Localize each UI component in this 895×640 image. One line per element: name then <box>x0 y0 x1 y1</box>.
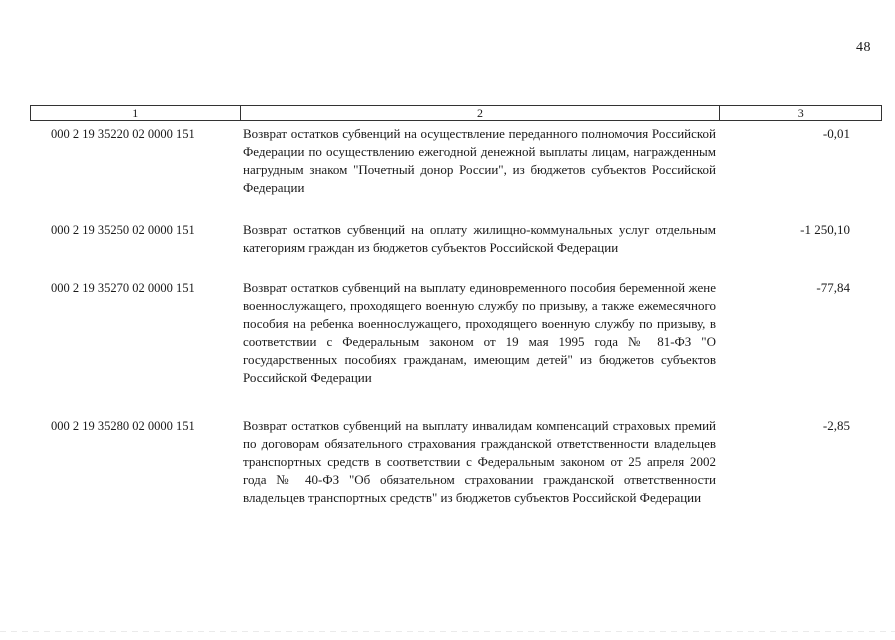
table-row <box>30 279 882 417</box>
budget-code: 000 2 19 35250 02 0000 151 <box>51 223 195 237</box>
budget-table <box>30 105 882 547</box>
column-header-amount: 3 <box>719 106 881 120</box>
budget-amount: -0,01 <box>822 126 850 141</box>
table-header-row <box>30 105 882 121</box>
budget-code: 000 2 19 35270 02 0000 151 <box>51 281 195 295</box>
budget-item-name: Возврат остатков субвенций на выплату единовременного пособия беременной жене военнослужащего, проходящего военную службу по призыву, а также ежемесячного пособия на ребенка военнослужащего, проходящего военную службу по призыву, в соответствии с Федеральным законом от 19 мая 1995 года № 81-ФЗ "О государственных пособиях гражданам, имеющим детей" из бюджетов субъектов Российской Федерации <box>243 280 716 385</box>
column-header-name: 2 <box>240 106 720 120</box>
scan-artifact-line <box>0 631 895 632</box>
budget-amount: -1 250,10 <box>800 222 850 237</box>
budget-amount: -2,85 <box>822 418 850 433</box>
budget-item-name: Возврат остатков субвенций на оплату жилищно-коммунальных услуг отдельным категориям граждан из бюджетов субъектов Российской Федерации <box>243 222 716 255</box>
page-number: 48 <box>856 40 871 55</box>
budget-code: 000 2 19 35280 02 0000 151 <box>51 419 195 433</box>
budget-item-name: Возврат остатков субвенций на осуществление переданного полномочия Российской Федерации по осуществлению ежегодной денежной выплаты лицам, награжденным нагрудным знаком "Почетный донор России", из бюджетов субъектов Российской Федерации <box>243 126 716 195</box>
table-row <box>30 417 882 547</box>
budget-amount: -77,84 <box>816 280 850 295</box>
budget-code: 000 2 19 35220 02 0000 151 <box>51 127 195 141</box>
table-row <box>30 221 882 279</box>
column-header-code: 1 <box>132 105 139 120</box>
table-row <box>30 125 882 205</box>
budget-item-name: Возврат остатков субвенций на выплату инвалидам компенсаций страховых премий по договорам обязательного страхования гражданской ответственности владельцев транспортных средств в соответствии с Федеральным законом от 25 апреля 2002 года № 40-ФЗ "Об обязательном страховании гражданской ответственности владельцев транспортных средств" из бюджетов субъектов Российской Федерации <box>243 418 716 505</box>
